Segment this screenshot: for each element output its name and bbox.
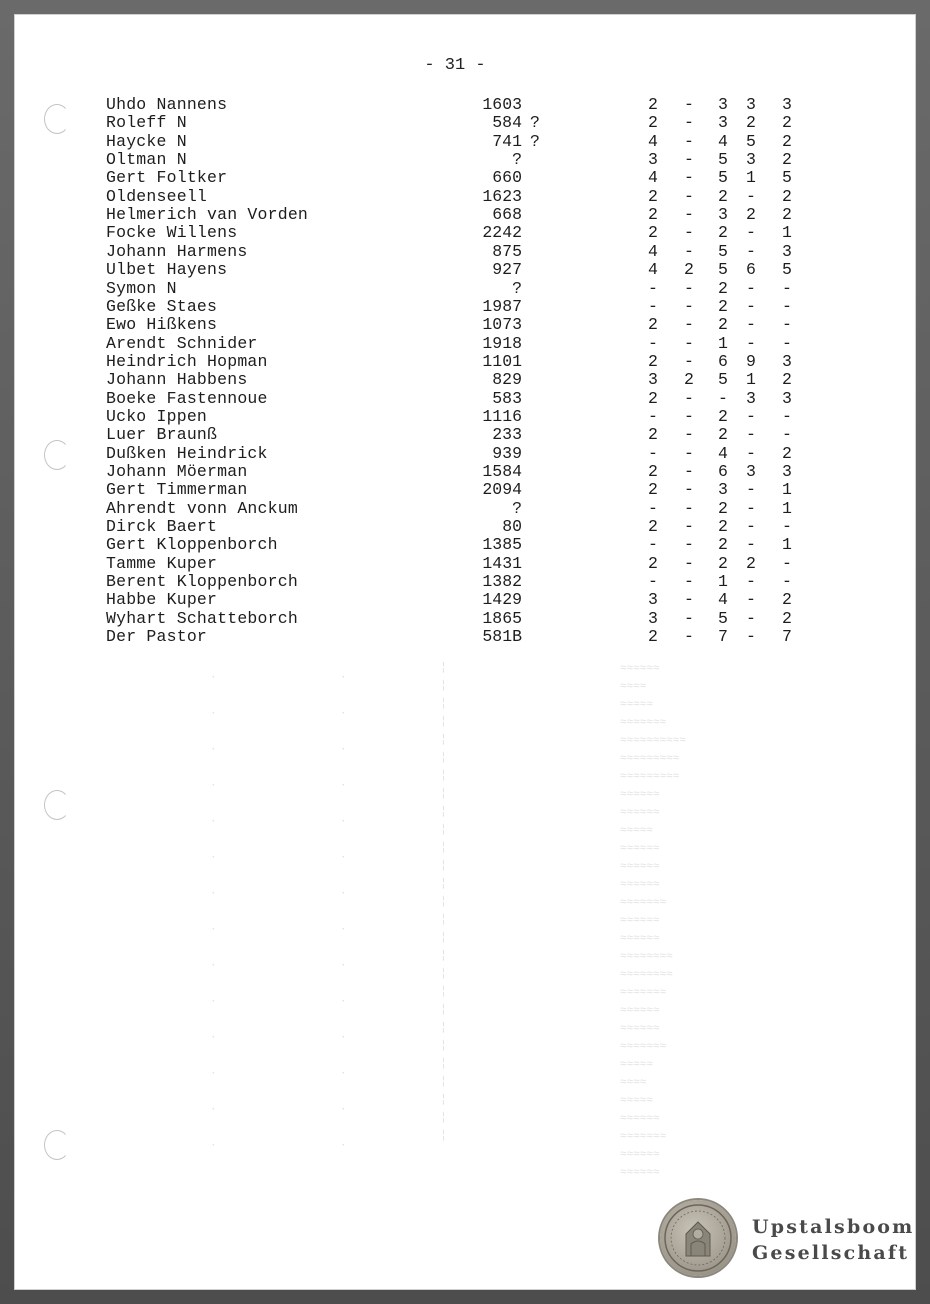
count-cell: - [746, 296, 756, 316]
count-cell: 2 [782, 131, 792, 151]
count-cell: 2 [648, 517, 658, 537]
count-cell: 6 [746, 260, 756, 280]
person-name: Berent Kloppenborch [106, 572, 298, 592]
count-cell: - [684, 627, 694, 647]
record-number: 829 [492, 370, 522, 390]
count-cell: - [746, 627, 756, 647]
count-cell: 3 [782, 95, 792, 114]
table-row [0, 628, 900, 646]
person-name: Roleff N [106, 113, 187, 133]
record-number: ? [512, 498, 522, 518]
count-cell: 3 [782, 388, 792, 408]
count-cell: 2 [718, 498, 728, 518]
table-row [0, 133, 900, 151]
count-cell: - [684, 296, 694, 316]
count-cell: - [684, 95, 694, 114]
count-cell: - [684, 535, 694, 555]
table-row [0, 224, 900, 242]
brand-name-line1: Upstalsboom [752, 1216, 915, 1238]
count-cell: 3 [746, 388, 756, 408]
count-cell: - [684, 241, 694, 261]
count-cell: - [684, 443, 694, 463]
count-cell: - [746, 278, 756, 298]
count-cell: 5 [718, 370, 728, 390]
count-cell: 3 [648, 608, 658, 628]
record-number: 1385 [482, 535, 522, 555]
record-number: 1431 [482, 553, 522, 573]
count-cell: - [684, 315, 694, 335]
punch-hole [44, 790, 70, 820]
count-cell: - [684, 333, 694, 353]
count-cell: 2 [648, 223, 658, 243]
count-cell: 2 [648, 205, 658, 225]
count-cell: 5 [718, 241, 728, 261]
count-cell: 2 [648, 627, 658, 647]
count-cell: 2 [648, 388, 658, 408]
table-row [0, 96, 900, 114]
count-cell: 3 [718, 113, 728, 133]
record-number: 584 [492, 113, 522, 133]
count-cell: 2 [648, 553, 658, 573]
count-cell: 2 [648, 351, 658, 371]
record-number: 1101 [482, 351, 522, 371]
seal-emblem-icon [660, 1200, 736, 1276]
count-cell: - [684, 186, 694, 206]
count-cell: 4 [718, 590, 728, 610]
record-number: 875 [492, 241, 522, 261]
count-cell: 4 [718, 443, 728, 463]
count-cell: 1 [782, 223, 792, 243]
count-cell: - [684, 608, 694, 628]
record-number: 1429 [482, 590, 522, 610]
record-number: 1603 [482, 95, 522, 114]
person-name: Oltman N [106, 150, 187, 170]
count-cell: 3 [648, 590, 658, 610]
table-row [0, 573, 900, 591]
count-cell: - [746, 406, 756, 426]
record-number: 1918 [482, 333, 522, 353]
record-number: 927 [492, 260, 522, 280]
table-row [0, 555, 900, 573]
count-cell: - [746, 333, 756, 353]
count-cell: - [782, 553, 792, 573]
table-row [0, 536, 900, 554]
count-cell: 1 [746, 370, 756, 390]
count-cell: 2 [718, 425, 728, 445]
count-cell: - [746, 223, 756, 243]
count-cell: - [648, 333, 658, 353]
count-cell: - [746, 535, 756, 555]
count-cell: 9 [746, 351, 756, 371]
table-row [0, 261, 900, 279]
count-cell: - [782, 425, 792, 445]
uncertain-mark: ? [530, 131, 540, 151]
count-cell: 2 [746, 553, 756, 573]
count-cell: - [684, 406, 694, 426]
count-cell: 1 [718, 572, 728, 592]
person-name: Haycke N [106, 131, 187, 151]
record-number: 1382 [482, 572, 522, 592]
count-cell: 5 [782, 260, 792, 280]
person-name: Ahrendt vonn Anckum [106, 498, 298, 518]
record-number: 2242 [482, 223, 522, 243]
record-number: 2094 [482, 480, 522, 500]
count-cell: - [684, 572, 694, 592]
record-number: 1116 [482, 406, 522, 426]
count-cell: 2 [782, 590, 792, 610]
count-cell: 2 [782, 113, 792, 133]
count-cell: 5 [782, 168, 792, 188]
record-number: 233 [492, 425, 522, 445]
table-row [0, 445, 900, 463]
count-cell: - [746, 517, 756, 537]
count-cell: - [746, 590, 756, 610]
count-cell: - [648, 443, 658, 463]
person-name: Wyhart Schatteborch [106, 608, 298, 628]
count-cell: - [684, 131, 694, 151]
table-row [0, 500, 900, 518]
count-cell: 3 [746, 462, 756, 481]
count-cell: - [782, 333, 792, 353]
count-cell: - [648, 535, 658, 555]
count-cell: 3 [782, 241, 792, 261]
record-number: ? [512, 278, 522, 298]
count-cell: 1 [746, 168, 756, 188]
count-cell: 3 [782, 462, 792, 481]
record-number: 1073 [482, 315, 522, 335]
count-cell: 3 [718, 205, 728, 225]
count-cell: - [684, 278, 694, 298]
count-cell: - [648, 406, 658, 426]
count-cell: - [746, 572, 756, 592]
person-name: Helmerich van Vorden [106, 205, 309, 225]
table-row [0, 335, 900, 353]
count-cell: 4 [648, 131, 658, 151]
count-cell: 2 [718, 517, 728, 537]
count-cell: 2 [782, 443, 792, 463]
table-row [0, 353, 900, 371]
record-number: 80 [502, 517, 522, 537]
record-number: 1987 [482, 296, 522, 316]
table-row [0, 591, 900, 609]
count-cell: 2 [746, 205, 756, 225]
count-cell: - [684, 388, 694, 408]
count-cell: 2 [648, 186, 658, 206]
count-cell: 2 [782, 205, 792, 225]
count-cell: 2 [684, 370, 694, 390]
count-cell: - [684, 113, 694, 133]
count-cell: 2 [648, 462, 658, 481]
count-cell: - [684, 517, 694, 537]
count-cell: 1 [782, 480, 792, 500]
count-cell: 5 [746, 131, 756, 151]
record-number: 741 [492, 131, 522, 151]
count-cell: - [648, 278, 658, 298]
count-cell: 7 [782, 627, 792, 647]
count-cell: 2 [648, 95, 658, 114]
table-row [0, 463, 900, 481]
count-cell: - [684, 462, 694, 481]
page-number: - 31 - [424, 56, 486, 75]
table-row [0, 280, 900, 298]
count-cell: - [746, 608, 756, 628]
count-cell: 5 [718, 260, 728, 280]
record-number: 660 [492, 168, 522, 188]
count-cell: - [684, 425, 694, 445]
count-cell: 2 [718, 315, 728, 335]
person-name: Johann Habbens [106, 370, 248, 390]
count-cell: - [746, 480, 756, 500]
person-name: Luer Braunß [106, 425, 218, 445]
person-name: Arendt Schnider [106, 333, 258, 353]
record-number: 581B [482, 627, 522, 647]
count-cell: - [746, 186, 756, 206]
count-cell: 2 [746, 113, 756, 133]
count-cell: - [684, 150, 694, 170]
person-name: Gert Foltker [106, 168, 228, 188]
record-number: 1865 [482, 608, 522, 628]
count-cell: - [782, 572, 792, 592]
count-cell: 2 [648, 315, 658, 335]
person-name: Dirck Baert [106, 517, 218, 537]
count-cell: - [718, 388, 728, 408]
table-row [0, 481, 900, 499]
table-row [0, 114, 900, 132]
count-cell: - [746, 315, 756, 335]
count-cell: 2 [718, 186, 728, 206]
record-number: 1584 [482, 462, 522, 481]
table-row [0, 610, 900, 628]
count-cell: 2 [718, 223, 728, 243]
count-cell: 2 [782, 370, 792, 390]
count-cell: - [684, 168, 694, 188]
person-name: Ewo Hißkens [106, 315, 218, 335]
count-cell: 2 [648, 113, 658, 133]
table-row [0, 408, 900, 426]
count-cell: - [782, 315, 792, 335]
count-cell: - [746, 425, 756, 445]
table-row [0, 426, 900, 444]
count-cell: - [746, 498, 756, 518]
person-name: Ulbet Hayens [106, 260, 228, 280]
count-cell: - [746, 443, 756, 463]
count-cell: - [782, 296, 792, 316]
count-cell: 1 [782, 498, 792, 518]
table-row [0, 169, 900, 187]
count-cell: 3 [648, 370, 658, 390]
count-cell: 2 [648, 480, 658, 500]
brand-name-line2: Gesellschaft [752, 1242, 910, 1264]
person-name: Johann Harmens [106, 241, 248, 261]
person-name: Johann Möerman [106, 462, 248, 481]
record-number: 583 [492, 388, 522, 408]
person-name: Focke Willens [106, 223, 238, 243]
table-row [0, 188, 900, 206]
count-cell: 2 [718, 535, 728, 555]
uncertain-mark: ? [530, 113, 540, 133]
count-cell: - [648, 572, 658, 592]
person-name: Oldenseell [106, 186, 208, 206]
count-cell: - [684, 590, 694, 610]
record-number: 939 [492, 443, 522, 463]
table-row [0, 316, 900, 334]
table-row [0, 243, 900, 261]
count-cell: 3 [648, 150, 658, 170]
person-name: Boeke Fastennoue [106, 388, 268, 408]
count-cell: 1 [782, 535, 792, 555]
count-cell: 2 [718, 406, 728, 426]
punch-hole [44, 1130, 70, 1160]
count-cell: 5 [718, 150, 728, 170]
count-cell: - [782, 406, 792, 426]
person-name: Tamme Kuper [106, 553, 218, 573]
count-cell: 2 [782, 608, 792, 628]
table-row [0, 371, 900, 389]
count-cell: 3 [746, 150, 756, 170]
person-name: Ucko Ippen [106, 406, 208, 426]
count-cell: - [782, 517, 792, 537]
person-name: Gert Kloppenborch [106, 535, 278, 555]
count-cell: 3 [718, 95, 728, 114]
table-row [0, 151, 900, 169]
person-name: Habbe Kuper [106, 590, 218, 610]
table-row [0, 390, 900, 408]
person-name: Uhdo Nannens [106, 95, 228, 114]
count-cell: 7 [718, 627, 728, 647]
count-cell: 3 [718, 480, 728, 500]
upstalsboom-seal-logo [660, 1200, 736, 1276]
count-cell: 5 [718, 608, 728, 628]
count-cell: 1 [718, 333, 728, 353]
count-cell: 2 [648, 425, 658, 445]
record-number: 668 [492, 205, 522, 225]
record-number: ? [512, 150, 522, 170]
person-name: Der Pastor [106, 627, 208, 647]
count-cell: 4 [648, 260, 658, 280]
table-row [0, 298, 900, 316]
count-cell: - [782, 278, 792, 298]
count-cell: 4 [718, 131, 728, 151]
count-cell: 2 [782, 150, 792, 170]
count-cell: 3 [782, 351, 792, 371]
count-cell: - [684, 223, 694, 243]
count-cell: 2 [718, 553, 728, 573]
count-cell: 5 [718, 168, 728, 188]
count-cell: - [746, 241, 756, 261]
count-cell: - [684, 205, 694, 225]
count-cell: 6 [718, 351, 728, 371]
count-cell: - [648, 498, 658, 518]
count-cell: 3 [746, 95, 756, 114]
person-name: Heindrich Hopman [106, 351, 268, 371]
count-cell: - [684, 480, 694, 500]
count-cell: - [684, 351, 694, 371]
person-name: Dußken Heindrick [106, 443, 268, 463]
count-cell: 2 [684, 260, 694, 280]
count-cell: - [684, 553, 694, 573]
table-row [0, 206, 900, 224]
person-name: Geßke Staes [106, 296, 218, 316]
table-row [0, 518, 900, 536]
count-cell: - [648, 296, 658, 316]
person-name: Symon N [106, 278, 177, 298]
count-cell: 2 [718, 278, 728, 298]
count-cell: 2 [782, 186, 792, 206]
record-number: 1623 [482, 186, 522, 206]
count-cell: 4 [648, 241, 658, 261]
person-name: Gert Timmerman [106, 480, 248, 500]
count-cell: 6 [718, 462, 728, 481]
count-cell: - [684, 498, 694, 518]
count-cell: 4 [648, 168, 658, 188]
count-cell: 2 [718, 296, 728, 316]
